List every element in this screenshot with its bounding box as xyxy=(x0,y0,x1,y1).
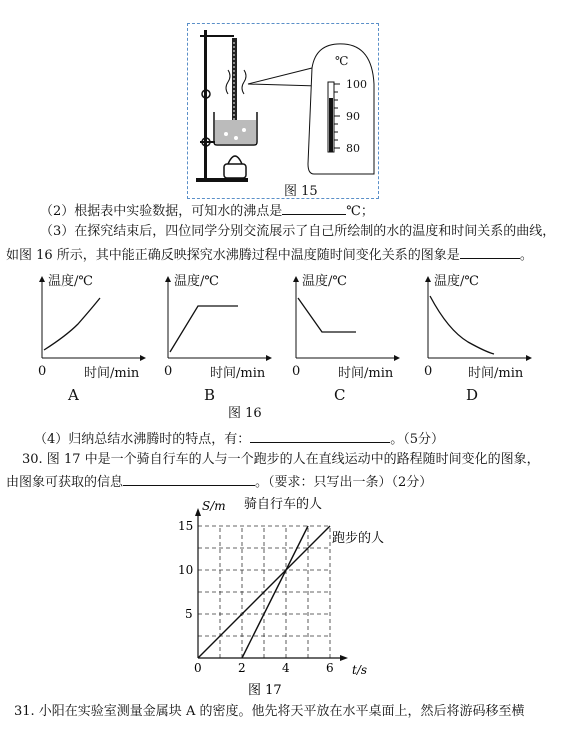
y-tick-label: 15 xyxy=(178,519,194,533)
graph-c-ylabel: 温度/℃ xyxy=(302,274,347,289)
thermometer-unit: ℃ xyxy=(335,54,349,68)
graph-c-xlabel: 时间/min xyxy=(338,366,394,381)
figure-15-caption: 图 15 xyxy=(284,184,318,199)
curve-c xyxy=(298,298,356,332)
chart-xlabel: t/s xyxy=(352,663,368,677)
thermometer-tick-90: 90 xyxy=(346,110,360,123)
graph-a-xlabel: 时间/min xyxy=(84,366,140,381)
question-2-text: 根据表中实验数据，可知水的沸点是 xyxy=(74,204,283,219)
question-2 xyxy=(40,200,374,222)
x-axis-arrow xyxy=(340,655,348,661)
question-3-line-1: （3）在探究结束后，四位同学分别交流展示了自己所绘制的水的温度和时间关系的曲线， xyxy=(40,224,556,239)
figure-17-caption: 图 17 xyxy=(248,683,282,698)
graph-b-origin: 0 xyxy=(164,364,173,379)
x-tick-label: 2 xyxy=(238,661,246,675)
thermometer-tick-80: 80 xyxy=(346,142,360,155)
figure-15 xyxy=(187,23,379,199)
option-a-label: A xyxy=(68,386,79,404)
chart-ylabel: S/m xyxy=(202,499,226,513)
boiling-features-blank[interactable] xyxy=(250,428,390,443)
y-tick-label: 10 xyxy=(178,563,194,577)
y-axis-arrow xyxy=(195,508,201,516)
graph-c-origin: 0 xyxy=(292,364,301,379)
curve-d xyxy=(430,296,494,354)
graph-choice-blank[interactable] xyxy=(460,244,520,259)
question-2-label: （2） xyxy=(40,204,75,219)
graph-d-origin: 0 xyxy=(424,364,433,379)
figure-16-caption: 图 16 xyxy=(228,406,262,421)
question-30-line-1: 30. 图 17 中是一个骑自行车的人与一个跑步的人在直线运动中的路程随时间变化的图象， xyxy=(22,452,540,467)
question-30-text: 由图象可获取的信息 xyxy=(6,475,124,490)
question-3-text: 如图 16 所示，其中能正确反映探究水沸腾过程中温度随时间变化关系的图象是 xyxy=(6,248,460,263)
option-d-label: D xyxy=(466,386,479,404)
question-3-end: 。 xyxy=(519,248,533,263)
question-4-text: （4）归纳总结水沸腾时的特点，有： xyxy=(34,432,251,447)
curve-a xyxy=(44,298,100,350)
graph-b-ylabel: 温度/℃ xyxy=(174,274,219,289)
thermometer-tick-100: 100 xyxy=(346,78,367,91)
figure-17-chart xyxy=(160,490,390,700)
runner-series-label: 跑步的人 xyxy=(332,531,385,546)
curve-b xyxy=(170,306,238,352)
graph-a-origin: 0 xyxy=(38,364,47,379)
x-tick-label: 4 xyxy=(282,661,290,675)
x-tick-label: 6 xyxy=(326,661,334,675)
option-b-label: B xyxy=(204,386,216,404)
graph-a-ylabel: 温度/℃ xyxy=(48,274,93,289)
y-tick-label: 5 xyxy=(185,607,193,621)
question-4-end: 。（5分） xyxy=(390,432,445,447)
graph-b-xlabel: 时间/min xyxy=(210,366,266,381)
graph-d-ylabel: 温度/℃ xyxy=(434,274,479,289)
question-4 xyxy=(34,428,444,450)
chart-title: 骑自行车的人 xyxy=(244,497,323,512)
option-c-label: C xyxy=(334,386,346,404)
x-tick-label: 0 xyxy=(194,661,202,675)
graph-d-xlabel: 时间/min xyxy=(468,366,524,381)
boiling-point-blank[interactable] xyxy=(282,200,346,215)
question-3-line-2 xyxy=(6,244,533,266)
graph-info-blank[interactable] xyxy=(123,471,255,486)
question-31: 31. 小阳在实验室测量金属块 A 的密度。他先将天平放在水平桌面上，然后将游码移至横 xyxy=(14,704,525,719)
question-30-end: 。（要求：只写出一条）（2分） xyxy=(255,475,433,490)
question-2-unit: ℃； xyxy=(346,204,374,219)
